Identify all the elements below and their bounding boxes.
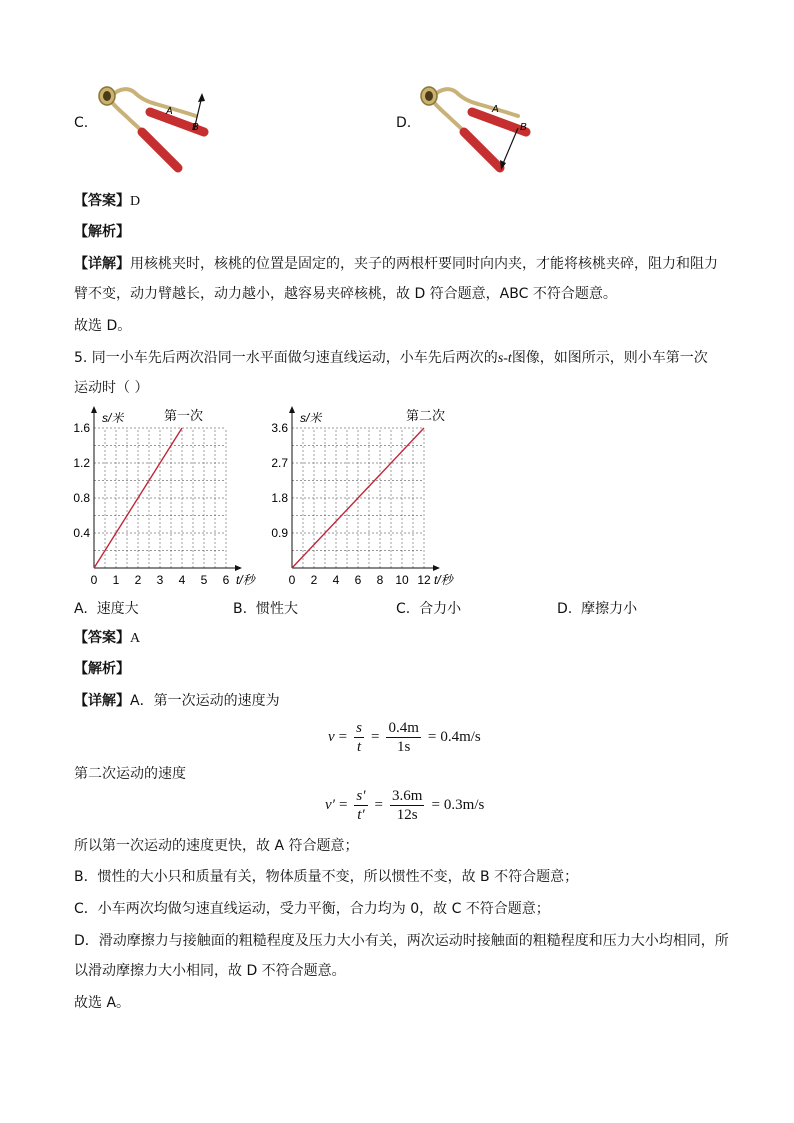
y-tick-label: 0.9 [271,526,288,540]
x-tick-label: 1 [112,573,120,587]
q4-answer [74,191,140,212]
x-tick-label: 2 [310,573,318,587]
q5-stem-line-1 [74,348,708,369]
y-axis-arrow [91,406,97,413]
eq2-den2: 12s [396,807,418,823]
q4-conclusion: 故选 D。 [74,318,132,334]
q5-detail-intro [74,691,280,711]
choice-a-text: 速度大 [96,601,139,617]
option-c-label: C. [74,115,89,131]
q4-analysis-tag: 【解析】 [74,224,130,240]
eq2-den: t′ [357,807,365,823]
nutcracker-figure-c [92,78,217,176]
st-graph-second [258,405,468,590]
series-title: 第一次 [164,408,204,423]
eq1-lhs: v [328,729,335,745]
series-title: 第二次 [406,408,446,423]
stem-pre: 5. 同一小车先后两次沿同一水平面做匀速直线运动，小车先后两次的 [74,350,498,366]
choice-c-letter: C. [396,601,411,617]
eq2-rhs: 0.3m/s [443,797,485,813]
y-axis-label: s/米 [102,411,124,425]
eq2-lhs: v′ [325,797,335,813]
y-tick-label: 2.7 [271,456,288,470]
q5-answer [74,628,140,649]
x-tick-label: 2 [134,573,142,587]
answer-tag: 【答案】 [74,630,130,646]
q5-line-d1: D．滑动摩擦力与接触面的粗糙程度及压力大小有关，两次运动时接触面的粗糙程度和压力大小均相同，所 [74,933,729,949]
detail-tag: 【详解】 [74,693,130,709]
x-tick-label: 10 [395,573,409,587]
x-tick-label: 0 [90,573,98,587]
x-tick-label: 8 [376,573,384,587]
answer-value: D [130,194,141,209]
point-b-label-c: B [192,122,199,133]
x-axis-arrow [433,565,440,571]
eq1-rhs: 0.4m/s [440,729,481,745]
eq1-num2: 0.4m [388,720,419,736]
x-axis-label: t/秒 [434,573,453,587]
point-b-label-d: B [520,122,527,133]
q5-line-c: C．小车两次均做匀速直线运动，受力平衡，合力均为 0，故 C 不符合题意； [74,901,550,917]
y-tick-label: 1.6 [73,421,90,435]
choice-d-text: 摩擦力小 [581,601,638,617]
q5-line-d2: 以滑动摩擦力大小相同，故 D 不符合题意。 [74,963,346,979]
point-a-label-d: A [492,104,499,115]
x-axis-arrow [235,565,242,571]
choice-b-letter: B. [233,601,248,617]
x-tick-label: 6 [222,573,230,587]
y-tick-label: 0.4 [73,526,90,540]
q4-detail-line-1 [74,254,718,274]
q5-conclusion: 故选 A。 [74,995,131,1011]
y-tick-label: 1.2 [73,456,90,470]
detail-text: 用核桃夹时，核桃的位置是固定的，夹子的两根杆要同时向内夹，才能将核桃夹碎，阻力和阻力 [130,256,718,272]
equation-first-speed: v = $\frac{s}{t}$ = $\frac{0.4m}{1s}$ = 0.4m/s [328,720,481,755]
option-d-label: D. [396,115,412,131]
answer-tag: 【答案】 [74,193,130,209]
equation-second-speed: v′ = $\frac{s'}{t'}$ = $\frac{3.6m}{12s}$ = 0.3m/s [325,788,485,823]
detail-text: A．第一次运动的速度为 [130,693,280,709]
q5-stem-line-2: 运动时（ ） [74,380,149,396]
q4-detail-line-2: 臂不变，动力臂越长，动力越小，越容易夹碎核桃，故 D 符合题意，ABC 不符合题意。 [74,286,617,302]
point-a-label-c: A [166,106,173,117]
y-axis-arrow [289,406,295,413]
choice-d-letter: D. [557,601,573,617]
q5-analysis-tag: 【解析】 [74,661,130,677]
x-tick-label: 5 [200,573,208,587]
x-tick-label: 12 [417,573,431,587]
choice-a [74,598,139,618]
q5-second-label: 第二次运动的速度 [74,766,186,782]
y-tick-label: 0.8 [73,491,90,505]
eq1-num: s [356,720,362,736]
x-tick-label: 4 [332,573,340,587]
choice-b-text: 惯性大 [255,601,298,617]
eq2-num2: 3.6m [392,788,423,804]
choice-a-letter: A. [74,601,88,617]
q5-line-b: B．惯性的大小只和质量有关，物体质量不变，所以惯性不变，故 B 不符合题意； [74,869,579,885]
st-graph-first [60,405,270,590]
choice-d [557,598,637,618]
choice-c [396,598,461,618]
y-tick-label: 1.8 [271,491,288,505]
q5-line-a: 所以第一次运动的速度更快，故 A 符合题意； [74,838,359,854]
x-tick-label: 0 [288,573,296,587]
x-tick-label: 4 [178,573,186,587]
x-axis-label: t/秒 [236,573,255,587]
y-axis-label: s/米 [300,411,322,425]
nutcracker-figure-d [414,78,539,176]
y-tick-label: 3.6 [271,421,288,435]
stem-post: 图像，如图所示，则小车第一次 [511,350,708,366]
choice-b [233,598,298,618]
x-tick-label: 3 [156,573,164,587]
detail-tag: 【详解】 [74,256,130,272]
x-tick-label: 6 [354,573,362,587]
answer-value: A [130,631,141,646]
stem-var: s-t [497,351,512,366]
choice-c-text: 合力小 [419,601,462,617]
eq1-den: t [356,739,362,755]
eq1-den2: 1s [396,739,411,755]
eq2-num: s′ [356,788,366,804]
